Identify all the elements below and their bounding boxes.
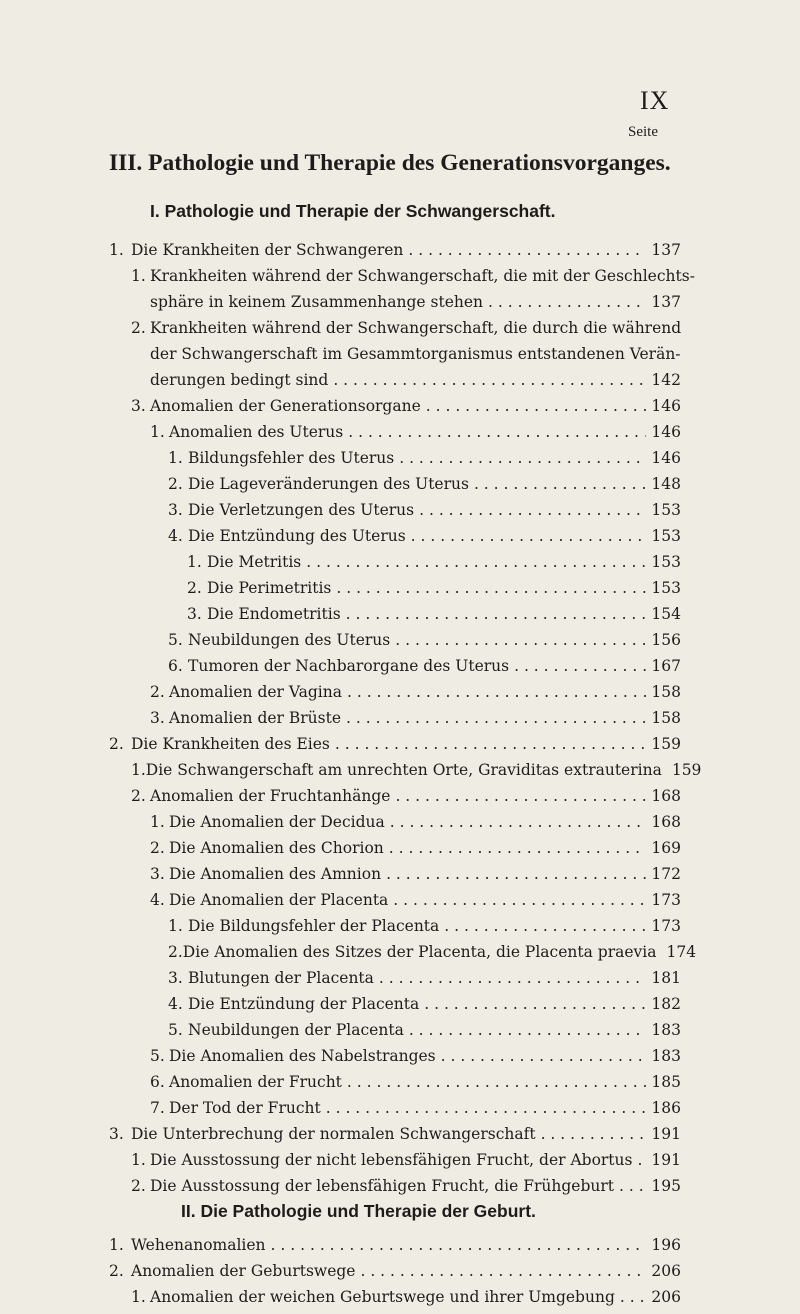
page-number: IX xyxy=(640,86,670,115)
toc-entry: 3. Die Anomalien des Amnion . . . 172 xyxy=(150,861,681,887)
toc-entry: 2. Die Perimetritis . . . 153 xyxy=(187,575,681,601)
toc-entry: 1. Die Bildungsfehler der Placenta . . . 173 xyxy=(168,913,681,939)
toc-entry: 4. Die Entzündung des Uterus . . . 153 xyxy=(168,523,681,549)
toc-entry: 2. Anomalien der Geburtswege . . . 206 xyxy=(109,1258,681,1284)
toc-entry: 4. Die Anomalien der Placenta . . . 173 xyxy=(150,887,681,913)
toc-entry: 1. Wehenanomalien . . . 196 xyxy=(109,1232,681,1258)
toc-entry: 1. Die Krankheiten der Schwangeren . . . 137 xyxy=(109,237,681,263)
toc-entry: 2. Die Anomalien des Sitzes der Placenta, die Placenta praevia 174 xyxy=(168,943,697,961)
toc-entry: 5. Neubildungen der Placenta . . . 183 xyxy=(168,1017,681,1043)
toc-entry: 1. Die Metritis . . . 153 xyxy=(187,549,681,575)
toc-entry: 2. Krankheiten während der Schwangerschaft, die durch die während xyxy=(131,319,682,337)
toc-entry: 1. Krankheiten während der Schwangerschaft, die mit der Geschlechts- xyxy=(131,267,695,285)
toc-entry: 5. Neubildungen des Uterus . . . 156 xyxy=(168,627,681,653)
toc-entry: 3. Blutungen der Placenta . . . 181 xyxy=(168,965,681,991)
toc-entry: 7. Der Tod der Frucht . . . 186 xyxy=(150,1095,681,1121)
toc-entry: 3. Anomalien der Brüste . . . 158 xyxy=(150,705,681,731)
toc-entry-continuation: sphäre in keinem Zusammenhange stehen . . . 137 xyxy=(150,289,681,315)
toc-entry: 6. Tumoren der Nachbarorgane des Uterus . . . 167 xyxy=(168,653,681,679)
toc-entry: 3. Anomalien der Generationsorgane . . . 146 xyxy=(131,393,681,419)
toc-entry-continuation: der Schwangerschaft im Gesammtorganismus entstandenen Verän- xyxy=(150,345,681,363)
toc-entry: 3. Die Verletzungen des Uterus . . . 153 xyxy=(168,497,681,523)
toc-entry: 3. Die Unterbrechung der normalen Schwangerschaft . . . 191 xyxy=(109,1121,681,1147)
toc-entry: 1. Die Anomalien der Decidua . . . 168 xyxy=(150,809,681,835)
toc-entry: 2. Die Krankheiten des Eies . . . 159 xyxy=(109,731,681,757)
toc-entry: 6. Anomalien der Frucht . . . 185 xyxy=(150,1069,681,1095)
part-title: III. Pathologie und Therapie des Generationsvorganges. xyxy=(109,150,671,176)
toc-entry: 2. Die Lageveränderungen des Uterus . . . 148 xyxy=(168,471,681,497)
toc-entry: 1. Anomalien der weichen Geburtswege und ihrer Umgebung . . . 206 xyxy=(131,1284,681,1310)
toc-entry: 1. Die Schwangerschaft am unrechten Orte, Graviditas extrauterina 159 xyxy=(131,761,702,779)
toc-entry: 2. Anomalien der Fruchtanhänge . . . 168 xyxy=(131,783,681,809)
section-heading-geburt: II. Die Pathologie und Therapie der Geburt. xyxy=(181,1201,536,1221)
toc-entry: 1. Die Ausstossung der nicht lebensfähigen Frucht, der Abortus . . . 191 xyxy=(131,1147,681,1173)
toc-entry: 3. Die Endometritis . . . 154 xyxy=(187,601,681,627)
column-label-seite: Seite xyxy=(628,124,658,140)
toc-entry-continuation: derungen bedingt sind . . . 142 xyxy=(150,367,681,393)
toc-entry: 1. Bildungsfehler des Uterus . . . 146 xyxy=(168,445,681,471)
toc-entry: 2. Anomalien der Vagina . . . 158 xyxy=(150,679,681,705)
toc-entry: 2. Die Ausstossung der lebensfähigen Frucht, die Frühgeburt . . . 195 xyxy=(131,1173,681,1199)
toc-entry: 5. Die Anomalien des Nabelstranges . . . 183 xyxy=(150,1043,681,1069)
toc-entry: 1. Anomalien des Uterus . . . 146 xyxy=(150,419,681,445)
toc-entry: 4. Die Entzündung der Placenta . . . 182 xyxy=(168,991,681,1017)
toc-entry: 2. Die Anomalien des Chorion . . . 169 xyxy=(150,835,681,861)
section-heading-schwangerschaft: I. Pathologie und Therapie der Schwangerschaft. xyxy=(150,201,556,221)
